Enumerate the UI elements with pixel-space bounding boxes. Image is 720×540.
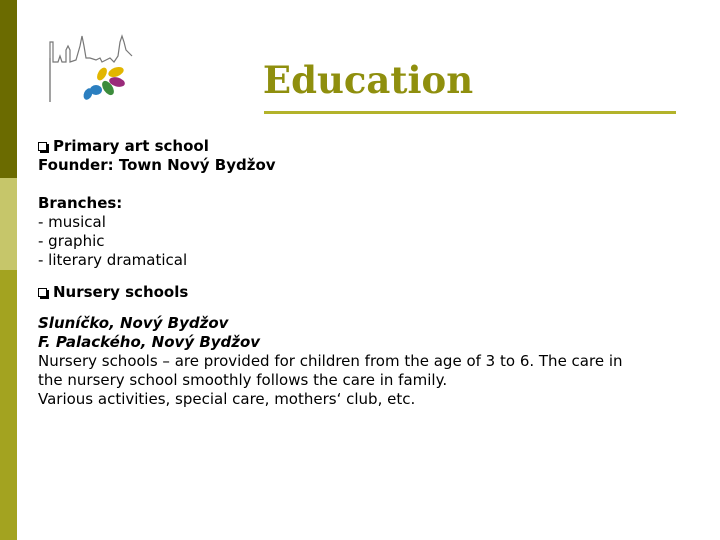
spacer xyxy=(38,302,698,314)
left-band-middle xyxy=(0,178,17,270)
left-band-top xyxy=(0,0,17,178)
town-skyline-logo-icon xyxy=(44,28,136,106)
founder-line: Founder: Town Nový Bydžov xyxy=(38,156,276,174)
section-heading-text: Nursery schools xyxy=(53,283,189,301)
school-name: F. Palackého, Nový Bydžov xyxy=(38,333,261,351)
title-rule xyxy=(264,111,676,114)
page-title: Education xyxy=(262,58,474,102)
branch-item: - musical xyxy=(38,213,106,231)
checkbox-bullet-icon xyxy=(38,142,47,151)
description-line: Various activities, special care, mothers‘ club, etc. xyxy=(38,390,416,408)
branch-item: - literary dramatical xyxy=(38,251,188,269)
section-heading-primary-art-school xyxy=(38,137,698,156)
section-heading-text: Primary art school xyxy=(53,137,209,155)
spacer xyxy=(38,175,698,194)
spacer xyxy=(38,270,698,283)
school-name: Sluníčko, Nový Bydžov xyxy=(38,314,229,332)
section-heading-nursery-schools xyxy=(38,283,698,302)
description-line: the nursery school smoothly follows the care in family. xyxy=(38,371,448,389)
description-line: Nursery schools – are provided for children from the age of 3 to 6. The care in xyxy=(38,352,623,370)
content-body xyxy=(38,137,698,409)
branches-label: Branches: xyxy=(38,194,123,212)
checkbox-bullet-icon xyxy=(38,288,47,297)
left-band-bottom xyxy=(0,270,17,540)
branch-item: - graphic xyxy=(38,232,105,250)
